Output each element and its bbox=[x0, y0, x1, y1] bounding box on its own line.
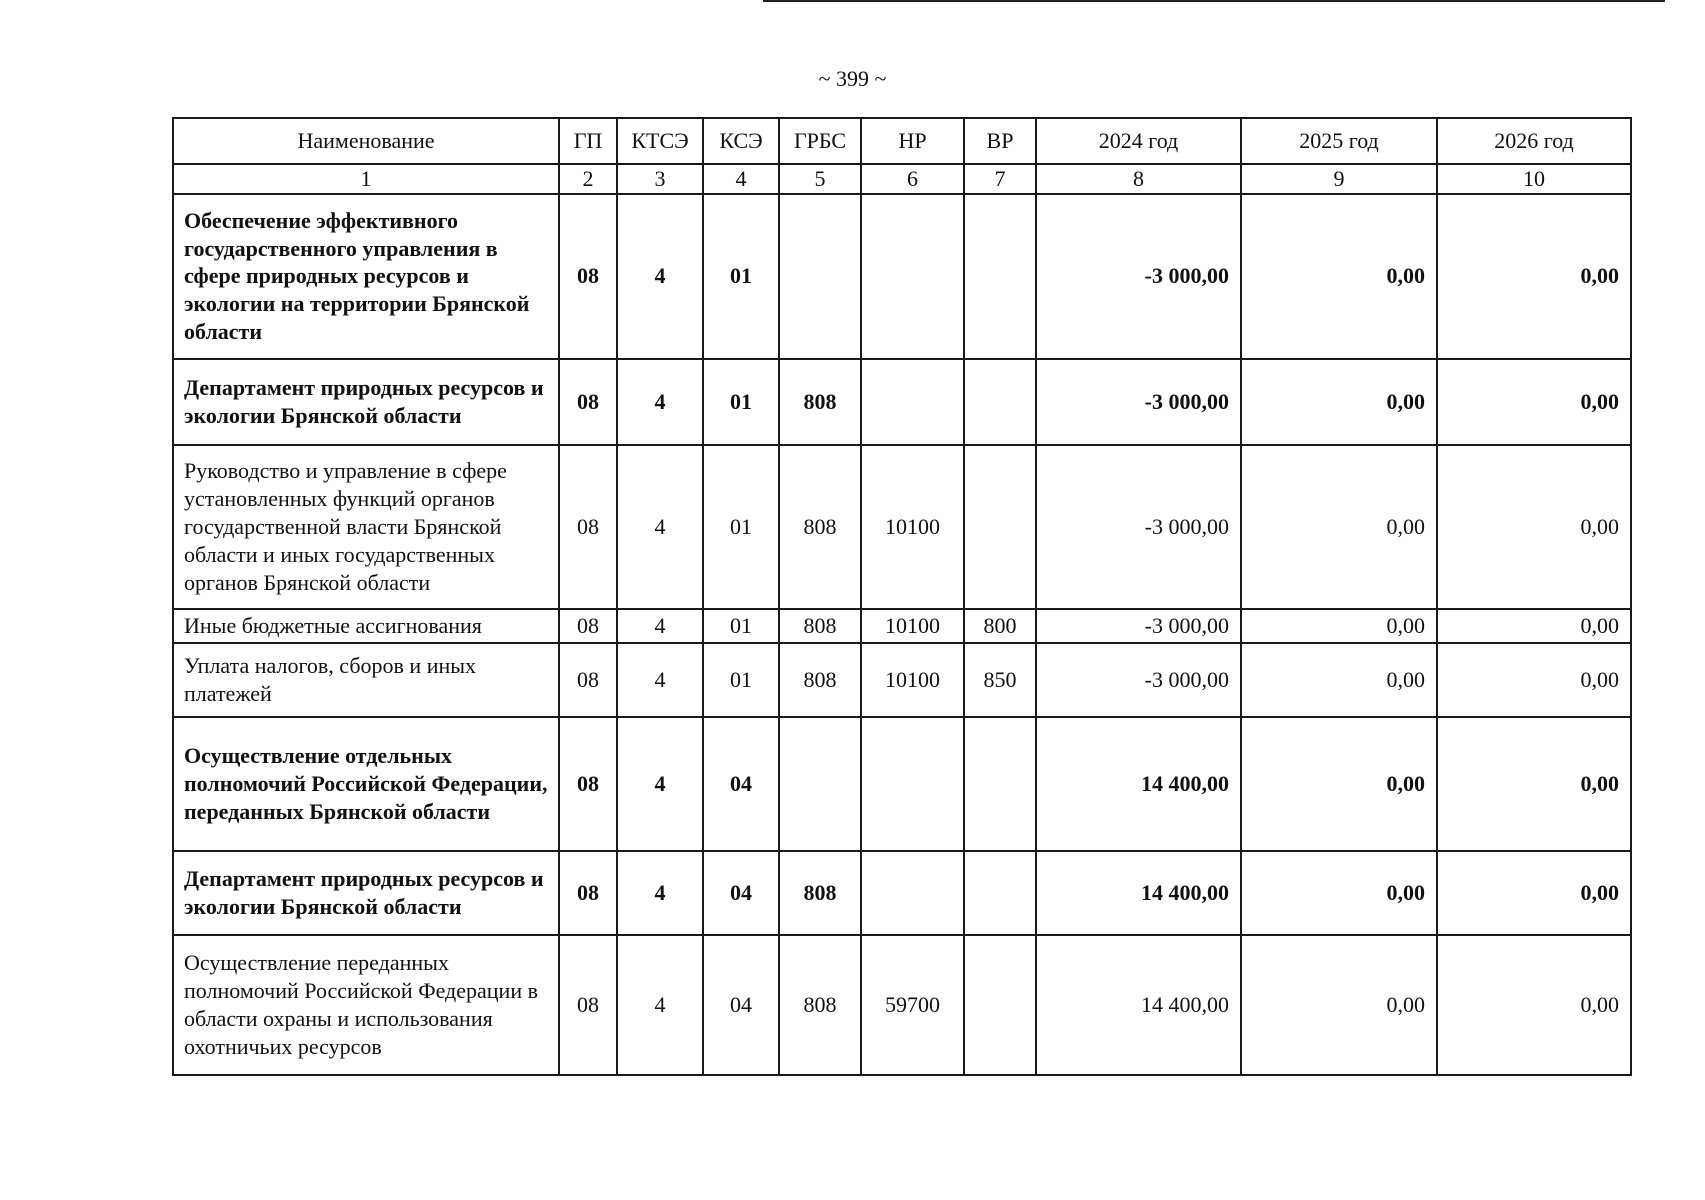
header-cell: КТСЭ bbox=[617, 118, 703, 164]
page-number: ~ 399 ~ bbox=[818, 66, 887, 91]
amount-2025-cell: 0,00 bbox=[1241, 194, 1437, 359]
kse-cell: 04 bbox=[703, 935, 779, 1075]
table-row bbox=[173, 643, 1631, 717]
column-number-cell: 8 bbox=[1036, 164, 1241, 194]
gp-cell: 08 bbox=[559, 194, 617, 359]
vr-cell bbox=[964, 194, 1036, 359]
column-number-cell: 5 bbox=[779, 164, 861, 194]
grbs-cell: 808 bbox=[779, 609, 861, 643]
header-row bbox=[173, 118, 1631, 164]
table-row bbox=[173, 851, 1631, 935]
gp-cell: 08 bbox=[559, 935, 617, 1075]
column-number-cell: 9 bbox=[1241, 164, 1437, 194]
amount-2025-cell: 0,00 bbox=[1241, 359, 1437, 445]
ktse-cell: 4 bbox=[617, 643, 703, 717]
vr-cell bbox=[964, 717, 1036, 851]
ktse-cell: 4 bbox=[617, 851, 703, 935]
gp-cell: 08 bbox=[559, 445, 617, 609]
kse-cell: 01 bbox=[703, 194, 779, 359]
amount-2025-cell: 0,00 bbox=[1241, 609, 1437, 643]
gp-cell: 08 bbox=[559, 643, 617, 717]
header-cell: 2025 год bbox=[1241, 118, 1437, 164]
header-cell: КСЭ bbox=[703, 118, 779, 164]
row-name-cell: Уплата налогов, сборов и иных платежей bbox=[173, 643, 559, 717]
gp-cell: 08 bbox=[559, 359, 617, 445]
ktse-cell: 4 bbox=[617, 194, 703, 359]
nr-cell: 10100 bbox=[861, 643, 964, 717]
ktse-cell: 4 bbox=[617, 609, 703, 643]
amount-2025-cell: 0,00 bbox=[1241, 445, 1437, 609]
gp-cell: 08 bbox=[559, 609, 617, 643]
row-name-cell: Департамент природных ресурсов и экологии Брянской области bbox=[173, 851, 559, 935]
column-number-cell: 10 bbox=[1437, 164, 1631, 194]
ktse-cell: 4 bbox=[617, 359, 703, 445]
amount-2024-cell: 14 400,00 bbox=[1036, 851, 1241, 935]
vr-cell: 800 bbox=[964, 609, 1036, 643]
nr-cell bbox=[861, 851, 964, 935]
kse-cell: 04 bbox=[703, 717, 779, 851]
amount-2025-cell: 0,00 bbox=[1241, 717, 1437, 851]
vr-cell bbox=[964, 359, 1036, 445]
table-row bbox=[173, 717, 1631, 851]
row-name-cell: Осуществление переданных полномочий Российской Федерации в области охраны и использования охотничьих ресурсов bbox=[173, 935, 559, 1075]
column-number-cell: 4 bbox=[703, 164, 779, 194]
amount-2024-cell: -3 000,00 bbox=[1036, 609, 1241, 643]
column-number-cell: 6 bbox=[861, 164, 964, 194]
table-row bbox=[173, 194, 1631, 359]
table-row bbox=[173, 359, 1631, 445]
header-cell: Наименование bbox=[173, 118, 559, 164]
nr-cell: 10100 bbox=[861, 445, 964, 609]
grbs-cell bbox=[779, 194, 861, 359]
ktse-cell: 4 bbox=[617, 445, 703, 609]
ktse-cell: 4 bbox=[617, 717, 703, 851]
kse-cell: 01 bbox=[703, 643, 779, 717]
table-row bbox=[173, 609, 1631, 643]
grbs-cell: 808 bbox=[779, 935, 861, 1075]
nr-cell: 59700 bbox=[861, 935, 964, 1075]
gp-cell: 08 bbox=[559, 717, 617, 851]
kse-cell: 01 bbox=[703, 359, 779, 445]
header-cell: 2026 год bbox=[1437, 118, 1631, 164]
amount-2024-cell: 14 400,00 bbox=[1036, 717, 1241, 851]
amount-2025-cell: 0,00 bbox=[1241, 851, 1437, 935]
amount-2026-cell: 0,00 bbox=[1437, 609, 1631, 643]
amount-2024-cell: -3 000,00 bbox=[1036, 445, 1241, 609]
kse-cell: 01 bbox=[703, 445, 779, 609]
table-row bbox=[173, 935, 1631, 1075]
amount-2026-cell: 0,00 bbox=[1437, 194, 1631, 359]
column-number-cell: 3 bbox=[617, 164, 703, 194]
vr-cell bbox=[964, 445, 1036, 609]
amount-2026-cell: 0,00 bbox=[1437, 851, 1631, 935]
grbs-cell: 808 bbox=[779, 643, 861, 717]
nr-cell: 10100 bbox=[861, 609, 964, 643]
nr-cell bbox=[861, 194, 964, 359]
vr-cell: 850 bbox=[964, 643, 1036, 717]
vr-cell bbox=[964, 935, 1036, 1075]
row-name-cell: Осуществление отдельных полномочий Российской Федерации, переданных Брянской области bbox=[173, 717, 559, 851]
amount-2024-cell: -3 000,00 bbox=[1036, 359, 1241, 445]
amount-2026-cell: 0,00 bbox=[1437, 643, 1631, 717]
amount-2024-cell: -3 000,00 bbox=[1036, 643, 1241, 717]
header-cell: 2024 год bbox=[1036, 118, 1241, 164]
grbs-cell: 808 bbox=[779, 851, 861, 935]
kse-cell: 01 bbox=[703, 609, 779, 643]
row-name-cell: Иные бюджетные ассигнования bbox=[173, 609, 559, 643]
table-row bbox=[173, 445, 1631, 609]
grbs-cell: 808 bbox=[779, 359, 861, 445]
nr-cell bbox=[861, 717, 964, 851]
amount-2024-cell: -3 000,00 bbox=[1036, 194, 1241, 359]
row-name-cell: Руководство и управление в сфере установленных функций органов государственной власти Брянской области и иных государственных органов Брянской области bbox=[173, 445, 559, 609]
amount-2025-cell: 0,00 bbox=[1241, 643, 1437, 717]
top-rule bbox=[763, 0, 1665, 2]
grbs-cell bbox=[779, 717, 861, 851]
gp-cell: 08 bbox=[559, 851, 617, 935]
grbs-cell: 808 bbox=[779, 445, 861, 609]
column-number-cell: 7 bbox=[964, 164, 1036, 194]
row-name-cell: Департамент природных ресурсов и экологии Брянской области bbox=[173, 359, 559, 445]
header-cell: ВР bbox=[964, 118, 1036, 164]
column-number-cell: 2 bbox=[559, 164, 617, 194]
amount-2026-cell: 0,00 bbox=[1437, 717, 1631, 851]
budget-table bbox=[172, 117, 1632, 1076]
amount-2026-cell: 0,00 bbox=[1437, 359, 1631, 445]
column-number-row bbox=[173, 164, 1631, 194]
amount-2026-cell: 0,00 bbox=[1437, 935, 1631, 1075]
amount-2025-cell: 0,00 bbox=[1241, 935, 1437, 1075]
kse-cell: 04 bbox=[703, 851, 779, 935]
vr-cell bbox=[964, 851, 1036, 935]
header-cell: ГП bbox=[559, 118, 617, 164]
header-cell: ГРБС bbox=[779, 118, 861, 164]
nr-cell bbox=[861, 359, 964, 445]
amount-2026-cell: 0,00 bbox=[1437, 445, 1631, 609]
row-name-cell: Обеспечение эффективного государственного управления в сфере природных ресурсов и экологии на территории Брянской области bbox=[173, 194, 559, 359]
amount-2024-cell: 14 400,00 bbox=[1036, 935, 1241, 1075]
column-number-cell: 1 bbox=[173, 164, 559, 194]
ktse-cell: 4 bbox=[617, 935, 703, 1075]
header-cell: НР bbox=[861, 118, 964, 164]
